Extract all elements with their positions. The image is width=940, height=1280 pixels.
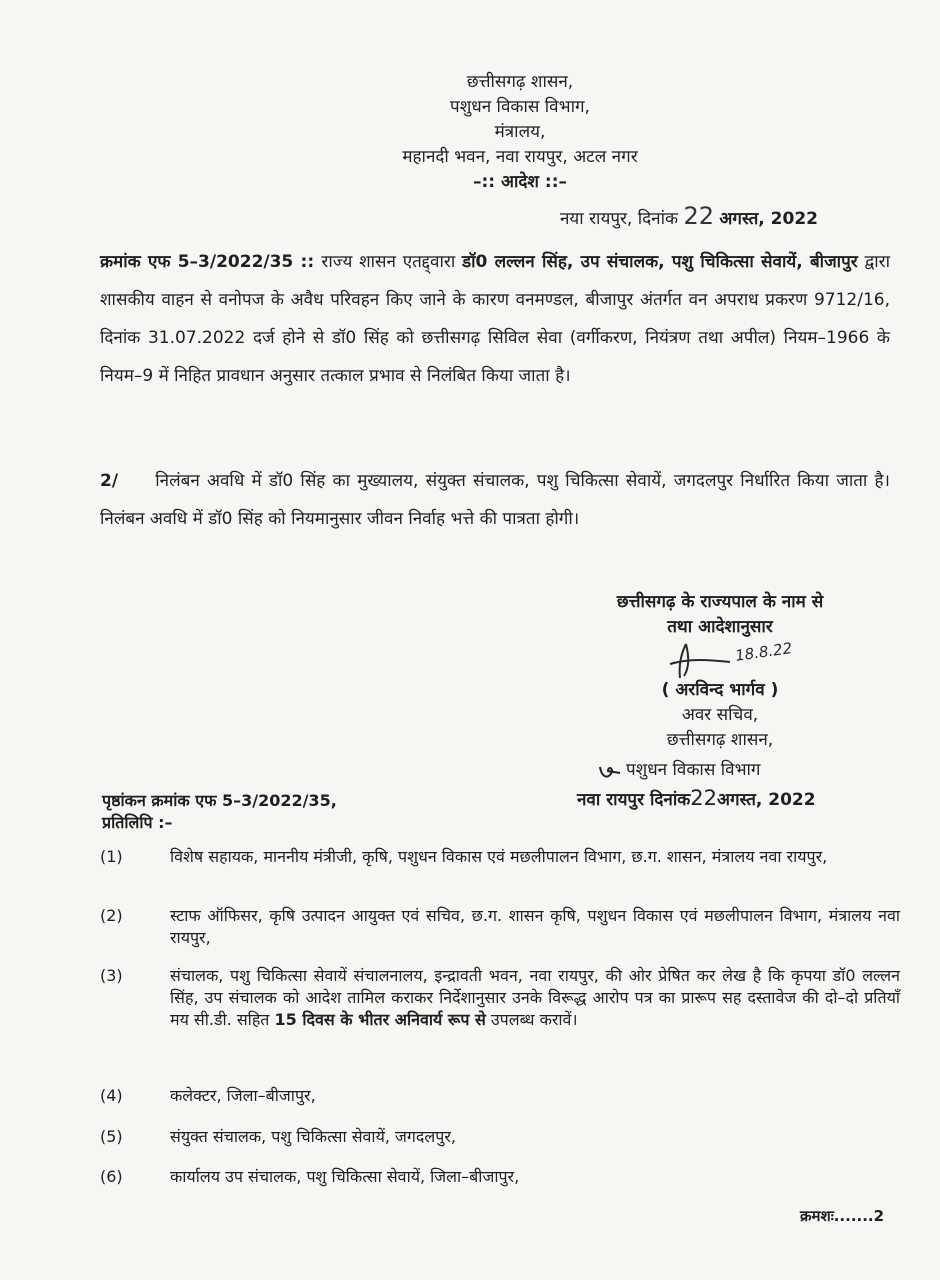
ministry-name: मंत्रालय, [494,122,546,142]
officer-name: डॉ0 लल्लन सिंह, उप संचालक, पशु चिकित्सा सेवायें, बीजापुर [462,252,858,272]
paragraph-number: 2/ [100,471,119,491]
document-page: छत्तीसगढ़ शासन, पशुधन विकास विभाग, मंत्रालय, महानदी भवन, नवा रायपुर, अटल नगर –:: आदेश ::– नया रायपुर, दिनांक 22 अगस्त, 2022 क्रमांक एफ 5–3/2022/35 :: राज्य शासन एतद्द्वारा डॉ0 लल्लन सिंह, उप संचालक, पशु चिकित्सा सेवायें, बीजापुर द्वारा शासकीय वाहन से वनोपज के अवैध परिवहन किए जाने के कारण वनमण्डल, बीजापुर अंतर्गत वन अपराध प्रकरण 9712/16, दिनांक 31.07.2022 दर्ज होने से डॉ0 सिंह को छत्तीसगढ़ सिविल सेवा (वर्गीकरण, नियंत्रण तथा अपील) नियम–1966 के नियम–9 में निहित प्रावधान अनुसार तत्काल प्रभाव से निलंबित किया जाता है। 2/ निलंबन अवधि में डॉ0 सिंह का मुख्यालय, संयुक्त संचालक, पशु चिकित्सा सेवायें, जगदलपुर निर्धारित किया जाता है। निलंबन अवधि में डॉ0 सिंह को नियमानुसार जीवन निर्वाह भत्ते की पात्रता होगी। छत्तीसगढ़ के राज्यपाल के नाम से तथा आदेशानुसार 18.8.22 ( अरविन्द भार्गव ) अवर सचिव, छत्तीसगढ़ शासन, पशुधन विकास विभाग पृष्ठांकन क्रमांक एफ 5–3/2022/35, प्रतिलिपि :– नवा रायपुर दिनांक22अगस्त, 2022 (1) विशेष सहायक, माननीय मंत्रीजी, कृषि, पशुधन विकास एवं मछलीपालन विभाग, छ.ग. शासन, मंत्रालय नवा रायपुर, (2) स्टाफ ऑफिसर, कृषि उत्पादन आयुक्त एवं सचिव, छ.ग. शासन कृषि, पशुधन विकास एवं मछलीपालन विभाग, मंत्रालय नवा रायपुर, (3) संचालक, पशु चिकित्सा सेवायें संचालनालय, इन्द्रावती भवन, नवा रायपुर, की ओर प्रेषित कर लेख है कि कृपया डॉ0 लल्लन सिंह, उप संचालक को आदेश तामिल कराकर निर्देशानुसार उनके विरूद्ध आरोप पत्र का प्रारूप सह दस्तावेज की दो–दो प्रतियाँ मय सी.डी. सहित 15 दिवस के भीतर अनिवार्य रूप से उपलब्ध करावें। (4) कलेक्टर, जिला–बीजापुर, (5) संयुक्त संचालक, पशु चिकित्सा सेवायें, जगदलपुर, (6) कार्यालय उप संचालक, पशु चिकित्सा सेवायें, जिला–बीजापुर, क्रमशः.......2 [100,72,900,1225]
endorsement-date: नवा रायपुर दिनांक22अगस्त, 2022 [577,786,816,810]
ink-mark-icon [598,763,622,781]
signature-date: 18.8.22 [734,639,794,665]
address-line: महानदी भवन, नवा रायपुर, अटल नगर [402,147,638,167]
endorsement-block [102,790,337,834]
letterhead [300,70,740,195]
order-heading: –:: आदेश ::– [473,172,567,192]
endorsement-number: पृष्ठांकन क्रमांक एफ 5–3/2022/35, [102,791,337,810]
copy-label: प्रतिलिपि :– [102,813,173,832]
order-paragraph-2: 2/ निलंबन अवधि में डॉ0 सिंह का मुख्यालय, संयुक्त संचालक, पशु चिकित्सा सेवायें, जगदलपुर निर्धारित किया जाता है। निलंबन अवधि में डॉ0 सिंह को नियमानुसार जीवन निर्वाह भत्ते की पात्रता होगी। [100,471,891,529]
order-paragraph-1: क्रमांक एफ 5–3/2022/35 :: राज्य शासन एतद्द्वारा डॉ0 लल्लन सिंह, उप संचालक, पशु चिकित्सा सेवायें, बीजापुर द्वारा शासकीय वाहन से वनोपज के अवैध परिवहन किए जाने के कारण वनमण्डल, बीजापुर अंतर्गत वन अपराध प्रकरण 9712/16, दिनांक 31.07.2022 दर्ज होने से डॉ0 सिंह को छत्तीसगढ़ सिविल सेवा (वर्गीकरण, नियंत्रण तथा अपील) नियम–1966 के नियम–9 में निहित प्रावधान अनुसार तत्काल प्रभाव से निलंबित किया जाता है। [100,252,890,386]
signatory-details: ( अरविन्द भार्गव ) अवर सचिव, छत्तीसगढ़ शासन, [600,678,840,753]
order-date-day: 22 [683,202,715,230]
signatory-name: ( अरविन्द भार्गव ) [661,680,779,700]
signature-authority: छत्तीसगढ़ के राज्यपाल के नाम से तथा आदेशानुसार [616,592,824,637]
department-name: पशुधन विकास विभाग, [450,97,590,117]
signatory-department: पशुधन विकास विभाग [626,760,761,780]
govt-name: छत्तीसगढ़ शासन, [466,72,574,92]
order-date: नया रायपुर, दिनांक 22 अगस्त, 2022 [560,202,818,230]
order-number: क्रमांक एफ 5–3/2022/35 :: [100,252,322,272]
continuation-note: क्रमशः.......2 [800,1207,885,1225]
signatory-designation: अवर सचिव, [681,705,759,725]
